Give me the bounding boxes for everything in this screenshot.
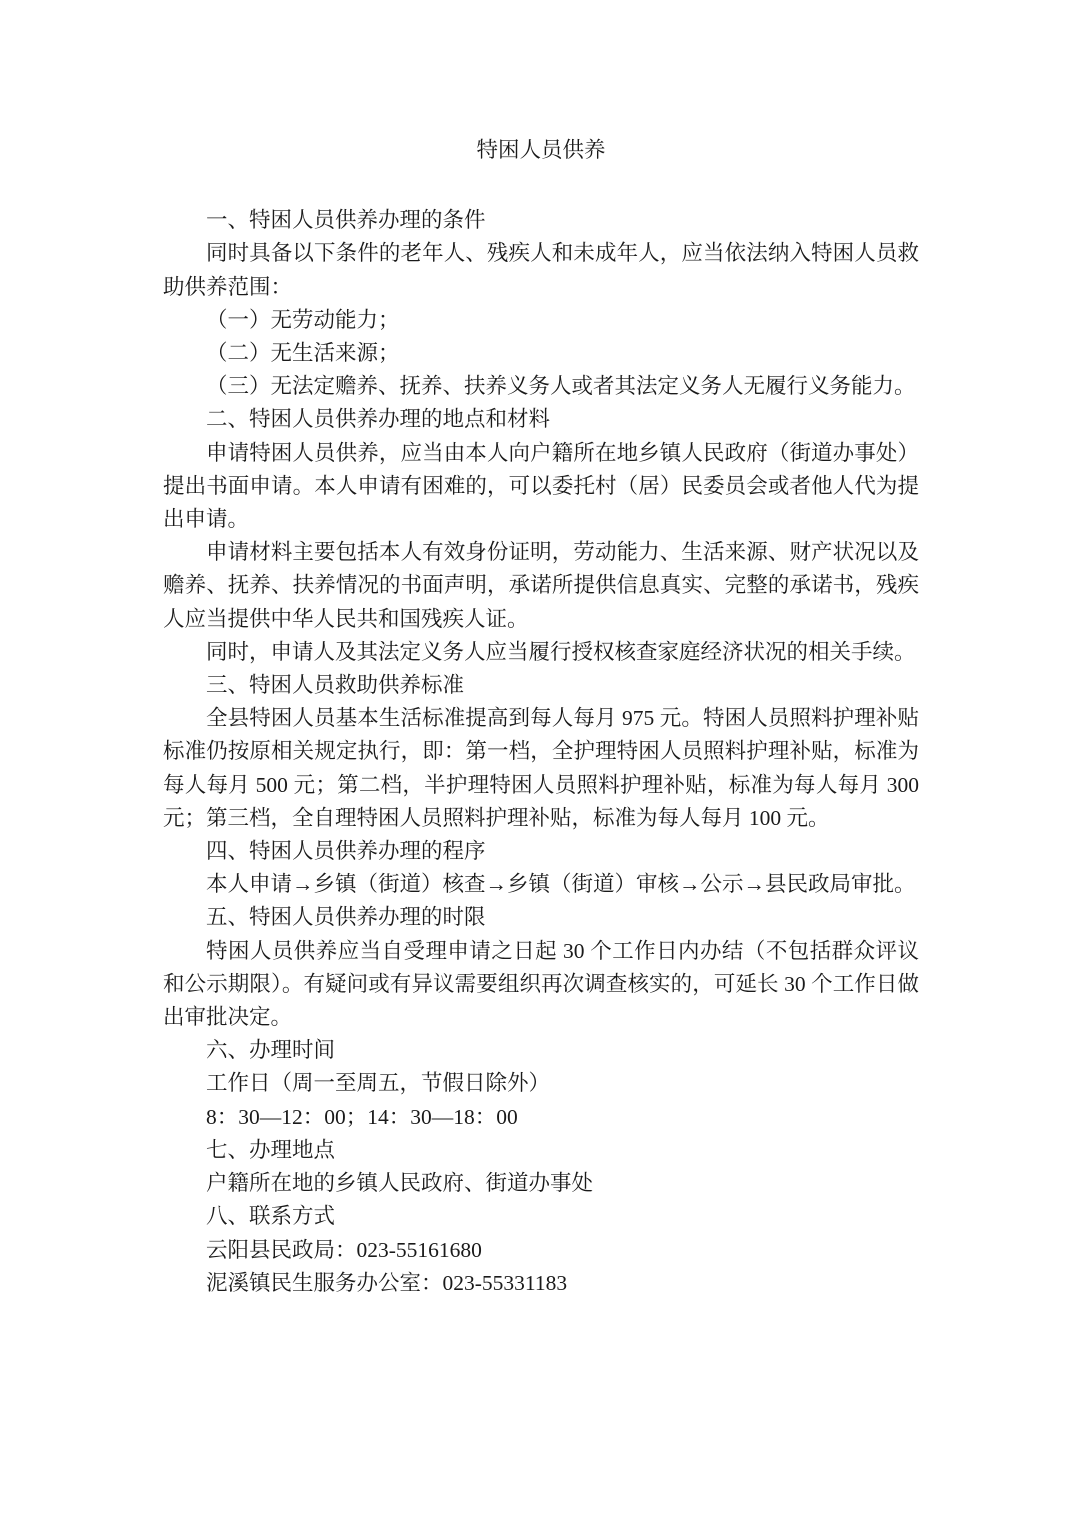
- paragraph-contact-civil-affairs: 云阳县民政局：023-55161680: [206, 1237, 482, 1262]
- paragraph-section-1-heading: 一、特困人员供养办理的条件: [206, 208, 486, 233]
- paragraph-condition-item-1: （一）无劳动能力；: [206, 307, 400, 332]
- paragraph-time-limit: 特困人员供养应当自受理申请之日起 30 个工作日内办结（不包括群众评议和公示期限）。有疑问或有异议需要组织再次调查核实的，可延长 30 个工作日做出审批决定。: [163, 938, 919, 1030]
- paragraph-condition-item-3: （三）无法定赡养、抚养、扶养义务人或者其法定义务人无履行义务能力。: [206, 374, 916, 399]
- paragraph-support-standards: 全县特困人员基本生活标准提高到每人每月 975 元。特困人员照料护理补贴标准仍按原相关规定执行，即：第一档，全护理特困人员照料护理补贴，标准为每人每月 500 元；第二档，半护理特困人员照料护理补贴，标准为每人每月 300 元；第三档，全自理特困人员照料护理补贴，标准为每人每月 100 元。: [163, 706, 919, 830]
- paragraph-section-2-heading: 二、特困人员供养办理的地点和材料: [206, 407, 551, 432]
- paragraph-contact-nixi-office: 泥溪镇民生服务办公室：023-55331183: [206, 1270, 568, 1295]
- paragraph-condition-item-2: （二）无生活来源；: [206, 341, 400, 366]
- paragraph-section-8-heading: 八、联系方式: [206, 1204, 336, 1229]
- paragraph-section-5-heading: 五、特困人员供养办理的时限: [206, 905, 486, 930]
- paragraph-authorization-note: 同时，申请人及其法定义务人应当履行授权核查家庭经济状况的相关手续。: [206, 639, 916, 664]
- paragraph-procedure-flow: 本人申请→乡镇（街道）核查→乡镇（街道）审核→公示→县民政局审批。: [206, 872, 916, 897]
- paragraph-application-materials: 申请材料主要包括本人有效身份证明，劳动能力、生活来源、财产状况以及赡养、抚养、扶养情况的书面声明，承诺所提供信息真实、完整的承诺书，残疾人应当提供中华人民共和国残疾人证。: [163, 540, 919, 631]
- paragraph-section-6-heading: 六、办理时间: [206, 1038, 336, 1063]
- paragraph-section-7-heading: 七、办理地点: [206, 1137, 336, 1162]
- document-title: 特困人员供养: [476, 138, 606, 162]
- paragraph-working-hours: 8：30—12：00；14：30—18：00: [206, 1104, 518, 1129]
- paragraph-section-3-heading: 三、特困人员救助供养标准: [206, 673, 465, 698]
- document-body: [163, 204, 919, 1300]
- paragraph-working-days: 工作日（周一至周五，节假日除外）: [206, 1071, 551, 1096]
- paragraph-conditions-intro: 同时具备以下条件的老年人、残疾人和未成年人，应当依法纳入特困人员救助供养范围：: [163, 241, 919, 299]
- paragraph-handling-location: 户籍所在地的乡镇人民政府、街道办事处: [206, 1171, 594, 1196]
- paragraph-application-location: 申请特困人员供养，应当由本人向户籍所在地乡镇人民政府（街道办事处）提出书面申请。本人申请有困难的，可以委托村（居）民委员会或者他人代为提出申请。: [163, 440, 919, 532]
- paragraph-section-4-heading: 四、特困人员供养办理的程序: [206, 839, 486, 864]
